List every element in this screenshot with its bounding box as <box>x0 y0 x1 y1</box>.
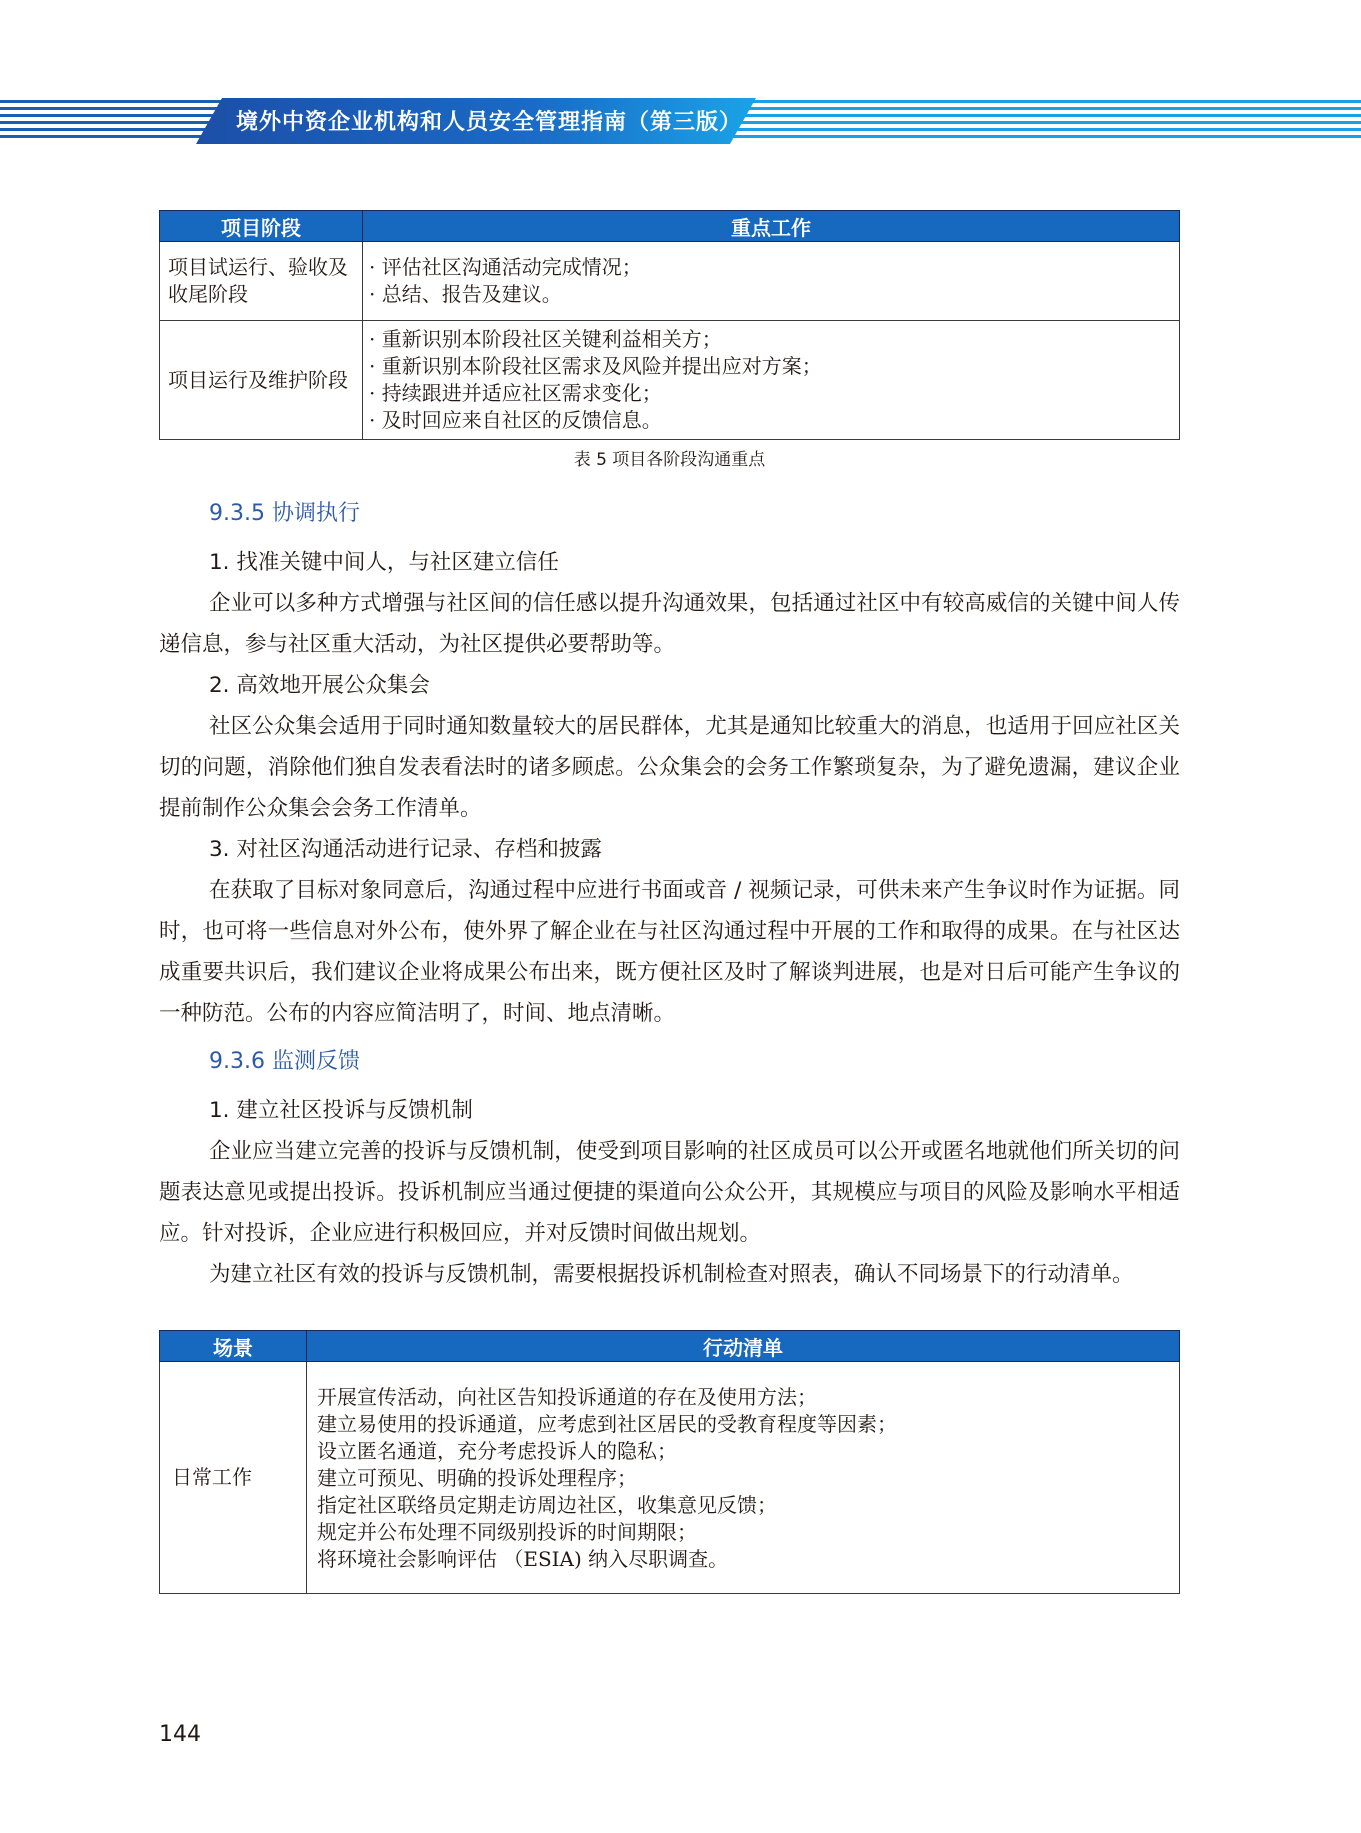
subheading: 3. 对社区沟通活动进行记录、存档和披露 <box>209 837 602 862</box>
subheading: 1. 找准关键中间人，与社区建立信任 <box>209 550 559 575</box>
subheading: 2. 高效地开展公众集会 <box>209 673 430 698</box>
paragraph: 社区公众集会适用于同时通知数量较大的居民群体，尤其是通知比较重大的消息，也适用于回应社区关切的问题，消除他们独自发表看法时的诸多顾虑。公众集会的会务工作繁琐复杂，为了避免遗漏，建议企业提前制作公众集会会务工作清单。 <box>159 714 1180 821</box>
focus-cell <box>363 242 1180 321</box>
column-header-stage: 项目阶段 <box>160 211 363 242</box>
table-row <box>160 321 1180 440</box>
complaint-action-table <box>159 1330 1180 1594</box>
table-header-row <box>160 1331 1180 1362</box>
list-item: 设立匿名通道，充分考虑投诉人的隐私； <box>317 1439 677 1463</box>
column-header-actions: 行动清单 <box>307 1331 1180 1362</box>
list-item: · 及时回应来自社区的反馈信息。 <box>369 408 662 432</box>
stage-cell: 项目运行及维护阶段 <box>160 321 363 440</box>
table-row <box>160 242 1180 321</box>
list-item: · 持续跟进并适应社区需求变化； <box>369 381 662 405</box>
table-caption: 表 5 项目各阶段沟通重点 <box>573 450 766 470</box>
document-title: 境外中资企业机构和人员安全管理指南（第三版） <box>236 110 743 135</box>
paragraph: 为建立社区有效的投诉与反馈机制，需要根据投诉机制检查对照表，确认不同场景下的行动清单。 <box>209 1262 1134 1287</box>
list-item: · 重新识别本阶段社区关键利益相关方； <box>369 327 722 351</box>
scene-cell: 日常工作 <box>160 1362 307 1594</box>
stage-focus-table <box>159 210 1180 440</box>
paragraph: 企业可以多种方式增强与社区间的信任感以提升沟通效果，包括通过社区中有较高威信的关键中间人传递信息，参与社区重大活动，为社区提供必要帮助等。 <box>159 591 1180 657</box>
actions-cell <box>307 1362 1180 1594</box>
list-item: 规定并公布处理不同级别投诉的时间期限； <box>317 1520 697 1544</box>
header-banner <box>0 98 1361 144</box>
stage-cell: 项目试运行、验收及收尾阶段 <box>160 242 363 321</box>
section-heading-9-3-5: 9.3.5 协调执行 <box>209 501 360 526</box>
list-item: 建立可预见、明确的投诉处理程序； <box>317 1466 637 1490</box>
table-row <box>160 1362 1180 1594</box>
list-item: 开展宣传活动，向社区告知投诉通道的存在及使用方法； <box>317 1385 817 1409</box>
list-item: 将环境社会影响评估 （ESIA) 纳入尽职调查。 <box>317 1547 729 1571</box>
section-heading-9-3-6: 9.3.6 监测反馈 <box>209 1049 360 1074</box>
subheading: 1. 建立社区投诉与反馈机制 <box>209 1098 473 1123</box>
list-item: · 评估社区沟通活动完成情况； <box>369 255 642 279</box>
focus-cell <box>363 321 1180 440</box>
list-item: · 总结、报告及建议。 <box>369 282 562 306</box>
paragraph: 企业应当建立完善的投诉与反馈机制，使受到项目影响的社区成员可以公开或匿名地就他们所关切的问题表达意见或提出投诉。投诉机制应当通过便捷的渠道向公众公开，其规模应与项目的风险及影响水平相适应。针对投诉，企业应进行积极回应，并对反馈时间做出规划。 <box>159 1139 1180 1246</box>
list-item: 建立易使用的投诉通道，应考虑到社区居民的受教育程度等因素； <box>317 1412 897 1436</box>
list-item: 指定社区联络员定期走访周边社区，收集意见反馈； <box>317 1493 777 1517</box>
page-number: 144 <box>159 1722 201 1747</box>
list-item: · 重新识别本阶段社区需求及风险并提出应对方案； <box>369 354 822 378</box>
table-header-row <box>160 211 1180 242</box>
banner-stripes-right <box>732 100 1361 140</box>
column-header-scene: 场景 <box>160 1331 307 1362</box>
paragraph: 在获取了目标对象同意后，沟通过程中应进行书面或音 / 视频记录，可供未来产生争议时作为证据。同时，也可将一些信息对外公布，使外界了解企业在与社区沟通过程中开展的工作和取得的成果。在与社区达成重要共识后，我们建议企业将成果公布出来，既方便社区及时了解谈判进展，也是对日后可能产生争议的一种防范。公布的内容应简洁明了，时间、地点清晰。 <box>159 878 1180 1026</box>
column-header-focus: 重点工作 <box>363 211 1180 242</box>
